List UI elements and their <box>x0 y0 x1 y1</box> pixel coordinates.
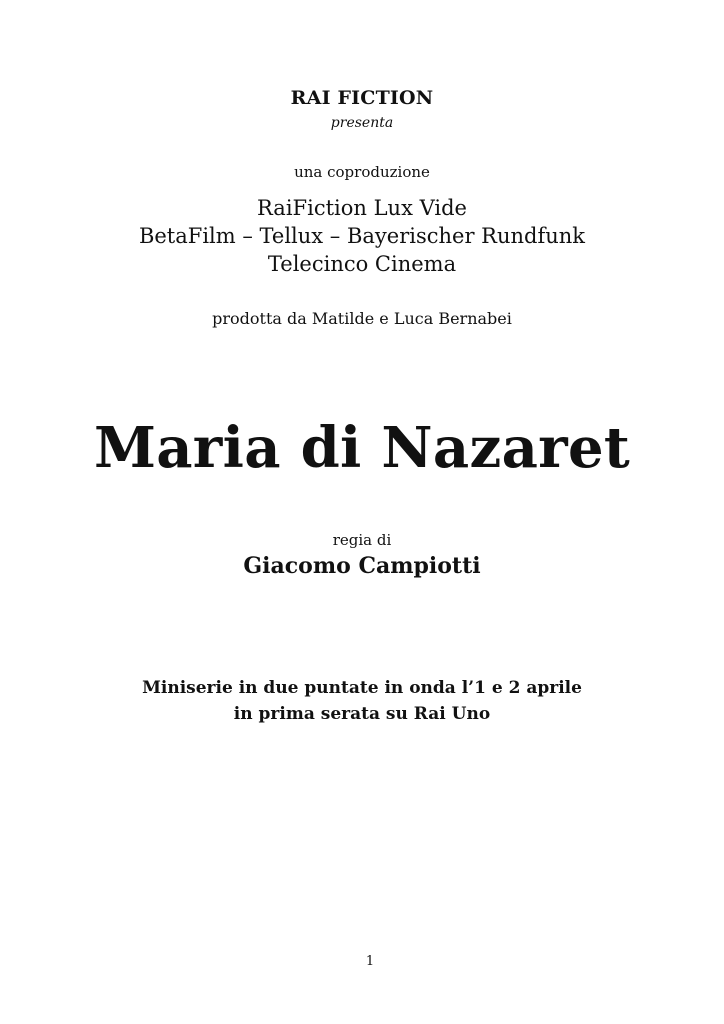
director-name: Giacomo Campiotti <box>243 553 481 579</box>
coproduction-company-line: Telecinco Cinema <box>267 252 457 276</box>
coproduction-label: una coproduzione <box>294 163 430 181</box>
broadcast-info-line: Miniserie in due puntate in onda l’1 e 2 aprile <box>142 678 582 698</box>
producer-name: RAI FICTION <box>290 87 434 109</box>
produced-by-line: prodotta da Matilde e Luca Bernabei <box>212 309 512 328</box>
page-number: 1 <box>365 954 375 969</box>
direction-label: regia di <box>332 531 392 549</box>
presents-label: presenta <box>330 115 394 131</box>
document-title: Maria di Nazaret <box>93 415 631 481</box>
coproduction-company-line: RaiFiction Lux Vide <box>257 196 467 220</box>
coproduction-company-line: BetaFilm – Tellux – Bayerischer Rundfunk <box>138 224 586 248</box>
broadcast-info-line: in prima serata su Rai Uno <box>233 704 491 724</box>
